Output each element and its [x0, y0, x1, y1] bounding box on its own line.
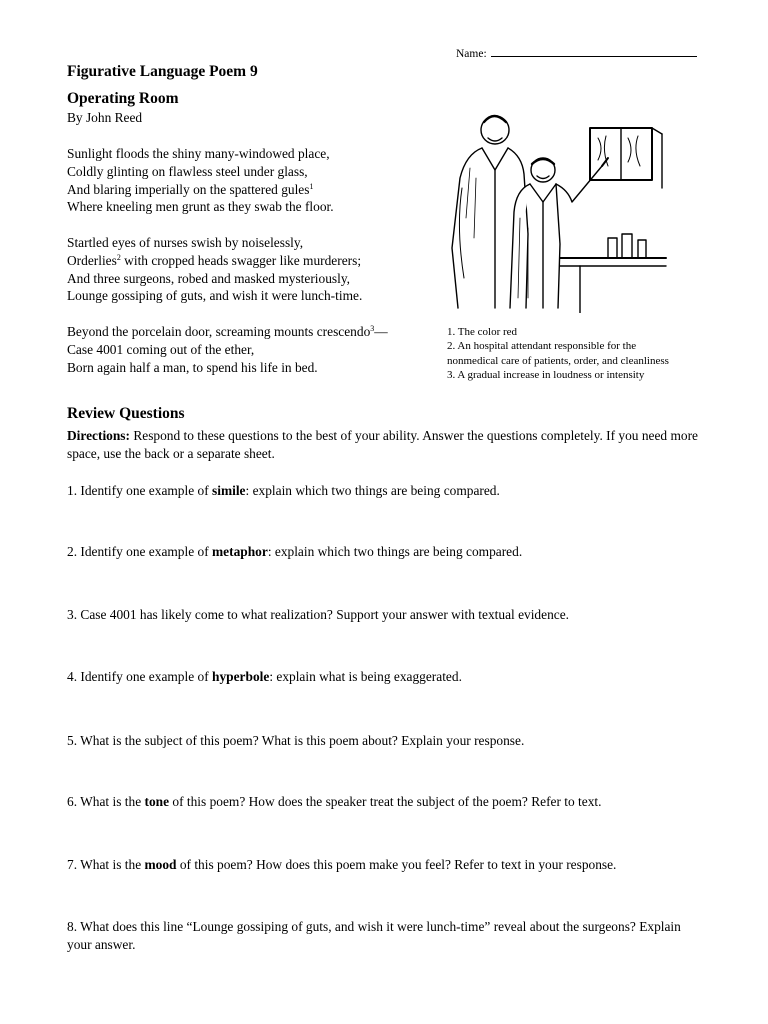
question-7: 7. What is the mood of this poem? How does this poem make you feel? Refer to text in your response. — [67, 857, 617, 872]
document-title: Figurative Language Poem 9 — [67, 63, 258, 80]
poem-author: By John Reed — [67, 110, 143, 125]
question-8: 8. What does this line “Lounge gossiping of guts, and wish it were lunch-time” reveal about the surgeons? Explain your answer. — [67, 919, 681, 952]
poem-line: Sunlight floods the shiny many-windowed place, — [67, 146, 330, 161]
footnote-3: 3. A gradual increase in loudness or intensity — [447, 369, 645, 382]
poem-title: Operating Room — [67, 90, 179, 107]
poem-line: And three surgeons, robed and masked mysteriously, — [67, 270, 351, 286]
stanza-3 — [67, 323, 388, 376]
question-6: 6. What is the tone of this poem? How does the speaker treat the subject of the poem? Refer to text. — [67, 794, 602, 809]
doctors-xray-illustration — [440, 108, 670, 313]
directions — [67, 427, 707, 463]
footnote-marker: 1 — [309, 181, 314, 191]
poem-line: And blaring imperially on the spattered gules$^1$ — [67, 181, 314, 197]
question-2: 2. Identify one example of metaphor: explain which two things are being compared. — [67, 544, 523, 559]
name-blank-line — [491, 46, 697, 57]
poem-line: Coldly glinting on flawless steel under glass, — [67, 163, 308, 179]
question-4: 4. Identify one example of hyperbole: explain what is being exaggerated. — [67, 669, 462, 684]
directions-label: Directions: — [67, 428, 130, 443]
poem-line: Where kneeling men grunt as they swab the floor. — [67, 199, 334, 215]
stanza-2 — [67, 234, 362, 305]
name-field — [456, 46, 697, 60]
footnote-1: 1. The color red — [447, 326, 518, 338]
poem-line: Orderlies$^2$ with cropped heads swagger like murderers; — [67, 252, 362, 268]
stanza-1 — [67, 145, 334, 216]
footnote-2: 2. An hospital attendant responsible for the nonmedical care of patients, order, and cleanliness — [447, 340, 669, 367]
review-heading: Review Questions — [67, 405, 185, 422]
footnotes — [447, 325, 687, 383]
name-label: Name: — [456, 48, 487, 60]
question-5: 5. What is the subject of this poem? What is this poem about? Explain your response. — [67, 733, 525, 748]
footnote-marker: 2 — [116, 252, 121, 262]
poem-line: Lounge gossiping of guts, and wish it were lunch-time. — [67, 288, 363, 304]
poem-line: Beyond the porcelain door, screaming mounts crescendo$^3$— — [67, 324, 388, 339]
footnote-marker: 3 — [370, 324, 375, 333]
poem-line: Startled eyes of nurses swish by noiselessly, — [67, 235, 304, 250]
question-3: 3. Case 4001 has likely come to what realization? Support your answer with textual evidence. — [67, 607, 570, 622]
poem-line: Born again half a man, to spend his life in bed. — [67, 359, 318, 375]
question-1: 1. Identify one example of simile: explain which two things are being compared. — [67, 483, 500, 498]
poem-line: Case 4001 coming out of the ether, — [67, 341, 255, 357]
directions-text: Respond to these questions to the best of your ability. Answer the questions completely. If you need more space, use the back or a separate sheet. — [67, 428, 698, 461]
